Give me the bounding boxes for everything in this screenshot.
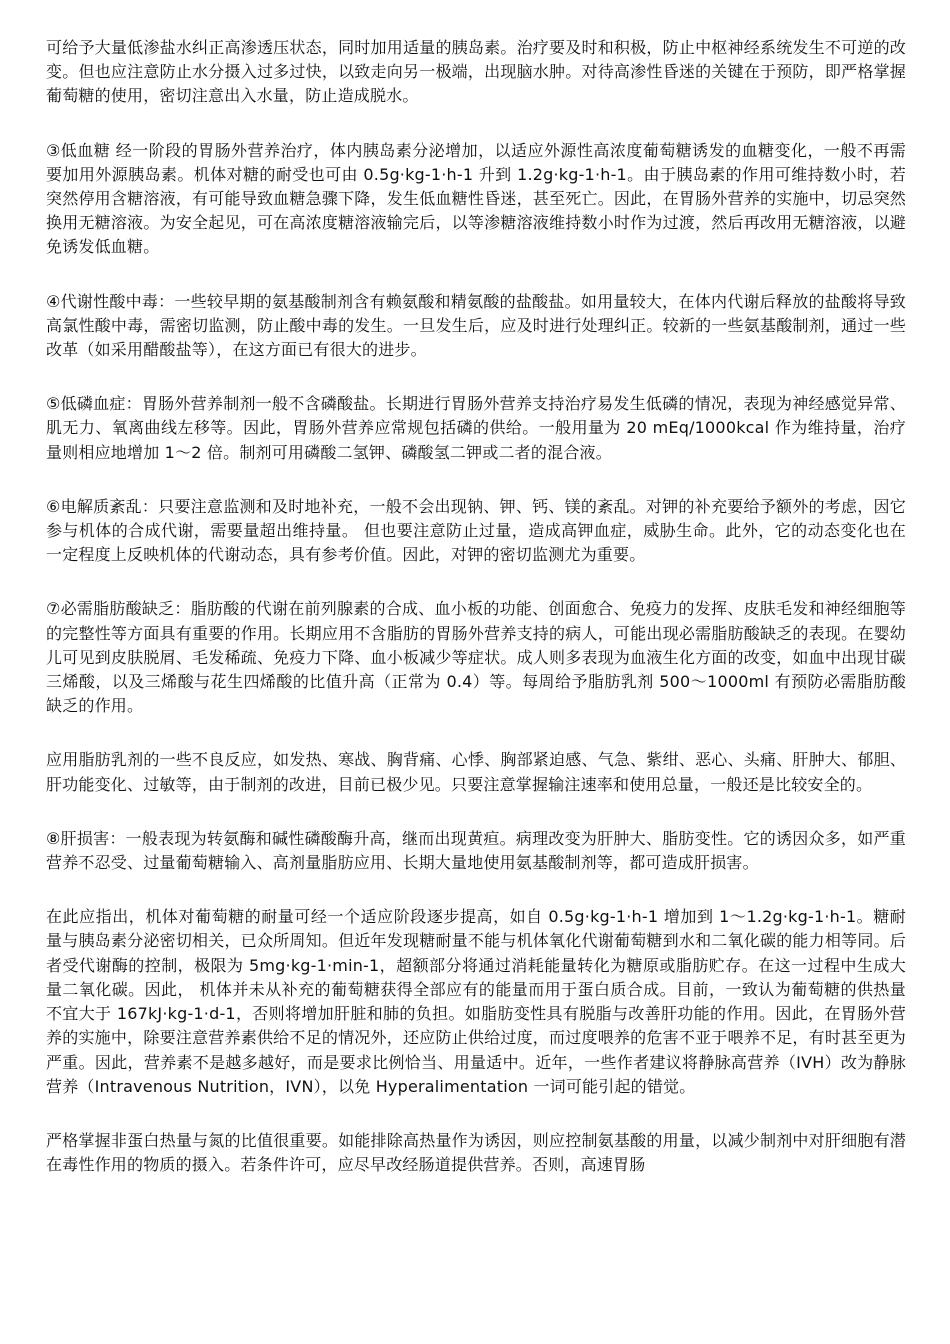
paragraph-glucose-tolerance: 在此应指出，机体对葡萄糖的耐量可经一个适应阶段逐步提高，如自 0.5g·kg-1·h-1 增加到 1～1.2g·kg-1·h-1。糖耐量与胰岛素分泌密切相关，已众所周知。但近年发现糖耐量不能与机体氧化代谢葡萄糖到水和二氧化碳的能力相等同。后者受代谢酶的控制，极限为 5mg·kg-1·min-1，超额部分将通过消耗能量转化为糖原或脂肪贮存。在这一过程中生成大量二氧化碳。因此， 机体并未从补充的葡萄糖获得全部应有的能量而用于蛋白质合成。目前，一致认为葡萄糖的供热量不宜大于 167kJ·kg-1·d-1，否则将增加肝脏和肺的负担。如脂肪变性具有脱脂与改善肝功能的作用。因此，在胃肠外营养的实施中，除要注意营养素供给不足的情况外，还应防止供给过度，而过度喂养的危害不亚于喂养不足，有时甚至更为严重。因此，营养素不是越多越好，而是要求比例恰当、用量适中。近年，一些作者建议将静脉高营养（IVH）改为静脉营养（Intravenous Nutrition，IVN），以免 Hyperalimentation 一词可能引起的错觉。 <box>46 907 906 1096</box>
paragraph-fatty-acid-deficiency: ⑦必需脂肪酸缺乏：脂肪酸的代谢在前列腺素的合成、血小板的功能、创面愈合、免疫力的发挥、皮肤毛发和神经细胞等的完整性等方面具有重要的作用。长期应用不含脂肪的胃肠外营养支持的病人，可能出现必需脂肪酸缺乏的表现。在婴幼儿可见到皮肤脱屑、毛发稀疏、免疫力下降、血小板减少等症状。成人则多表现为血液生化方面的改变，如血中出现甘碳三烯酸，以及三烯酸与花生四烯酸的比值升高（正常为 0.4）等。每周给予脂肪乳剂 500～1000ml 有预防必需脂肪酸缺乏的作用。 <box>46 599 906 716</box>
paragraph-hyperosmolar-treatment: 可给予大量低渗盐水纠正高渗透压状态，同时加用适量的胰岛素。治疗要及时和积极，防止中枢神经系统发生不可逆的改变。但也应注意防止水分摄入过多过快，以致走向另一极端，出现脑水肿。对待高渗性昏迷的关键在于预防，即严格掌握葡萄糖的使用，密切注意出入水量，防止造成脱水。 <box>46 38 906 106</box>
paragraph-calorie-nitrogen-ratio: 严格掌握非蛋白热量与氮的比值很重要。如能排除高热量作为诱因，则应控制氨基酸的用量，以减少制剂中对肝细胞有潜在毒性作用的物质的摄入。若条件许可，应尽早改经肠道提供营养。否则，高速胃肠 <box>46 1130 906 1175</box>
paragraph-metabolic-acidosis: ④代谢性酸中毒：一些较早期的氨基酸制剂含有赖氨酸和精氨酸的盐酸盐。如用量较大，在体内代谢后释放的盐酸将导致高氯性酸中毒，需密切监测，防止酸中毒的发生。一旦发生后，应及时进行处理纠正。较新的一些氨基酸制剂，通过一些改革（如采用醋酸盐等），在这方面已有很大的进步。 <box>46 291 906 360</box>
paragraph-hypoglycemia: ③低血糖 经一阶段的胃肠外营养治疗，体内胰岛素分泌增加，以适应外源性高浓度葡萄糖诱发的血糖变化，一般不再需要加用外源胰岛素。机体对糖的耐受也可由 0.5g·kg-1·h-1 升到 1.2g·kg-1·h-1。由于胰岛素的作用可维持数小时，若突然停用含糖溶液，有可能导致血糖急骤下降，发生低血糖性昏迷，甚至死亡。因此，在胃肠外营养的实施中，切忌突然换用无糖溶液。为安全起见，可在高浓度糖溶液输完后，以等渗糖溶液维持数小时作为过渡，然后再改用无糖溶液，以避免诱发低血糖。 <box>46 140 906 257</box>
paragraph-electrolyte-disorder: ⑥电解质紊乱：只要注意监测和及时地补充，一般不会出现钠、钾、钙、镁的紊乱。对钾的补充要给予额外的考虑，因它参与机体的合成代谢，需要量超出维持量。 但也要注意防止过量，造成高钾血症，威胁生命。此外，它的动态变化也在一定程度上反映机体的代谢动态，具有参考价值。因此，对钾的密切监测尤为重要。 <box>46 496 906 565</box>
paragraph-hypophosphatemia: ⑤低磷血症：胃肠外营养制剂一般不含磷酸盐。长期进行胃肠外营养支持治疗易发生低磷的情况，表现为神经感觉异常、肌无力、氧离曲线左移等。因此，胃肠外营养应常规包括磷的供给。一般用量为 20 mEq/1000kcal 作为维持量，治疗量则相应地增加 1～2 倍。制剂可用磷酸二氢钾、磷酸氢二钾或二者的混合液。 <box>46 394 906 462</box>
paragraph-fat-emulsion-reactions: 应用脂肪乳剂的一些不良反应，如发热、寒战、胸背痛、心悸、胸部紧迫感、气急、紫绀、恶心、头痛、肝肿大、郁胆、肝功能变化、过敏等，由于制剂的改进，目前已极少见。只要注意掌握输注速率和使用总量，一般还是比较安全的。 <box>46 750 906 794</box>
paragraph-liver-damage: ⑧肝损害：一般表现为转氨酶和碱性磷酸酶升高，继而出现黄疸。病理改变为肝肿大、脂肪变性。它的诱因众多，如严重营养不忍受、过量葡萄糖输入、高剂量脂肪应用、长期大量地使用氨基酸制剂等，都可造成肝损害。 <box>46 828 906 873</box>
